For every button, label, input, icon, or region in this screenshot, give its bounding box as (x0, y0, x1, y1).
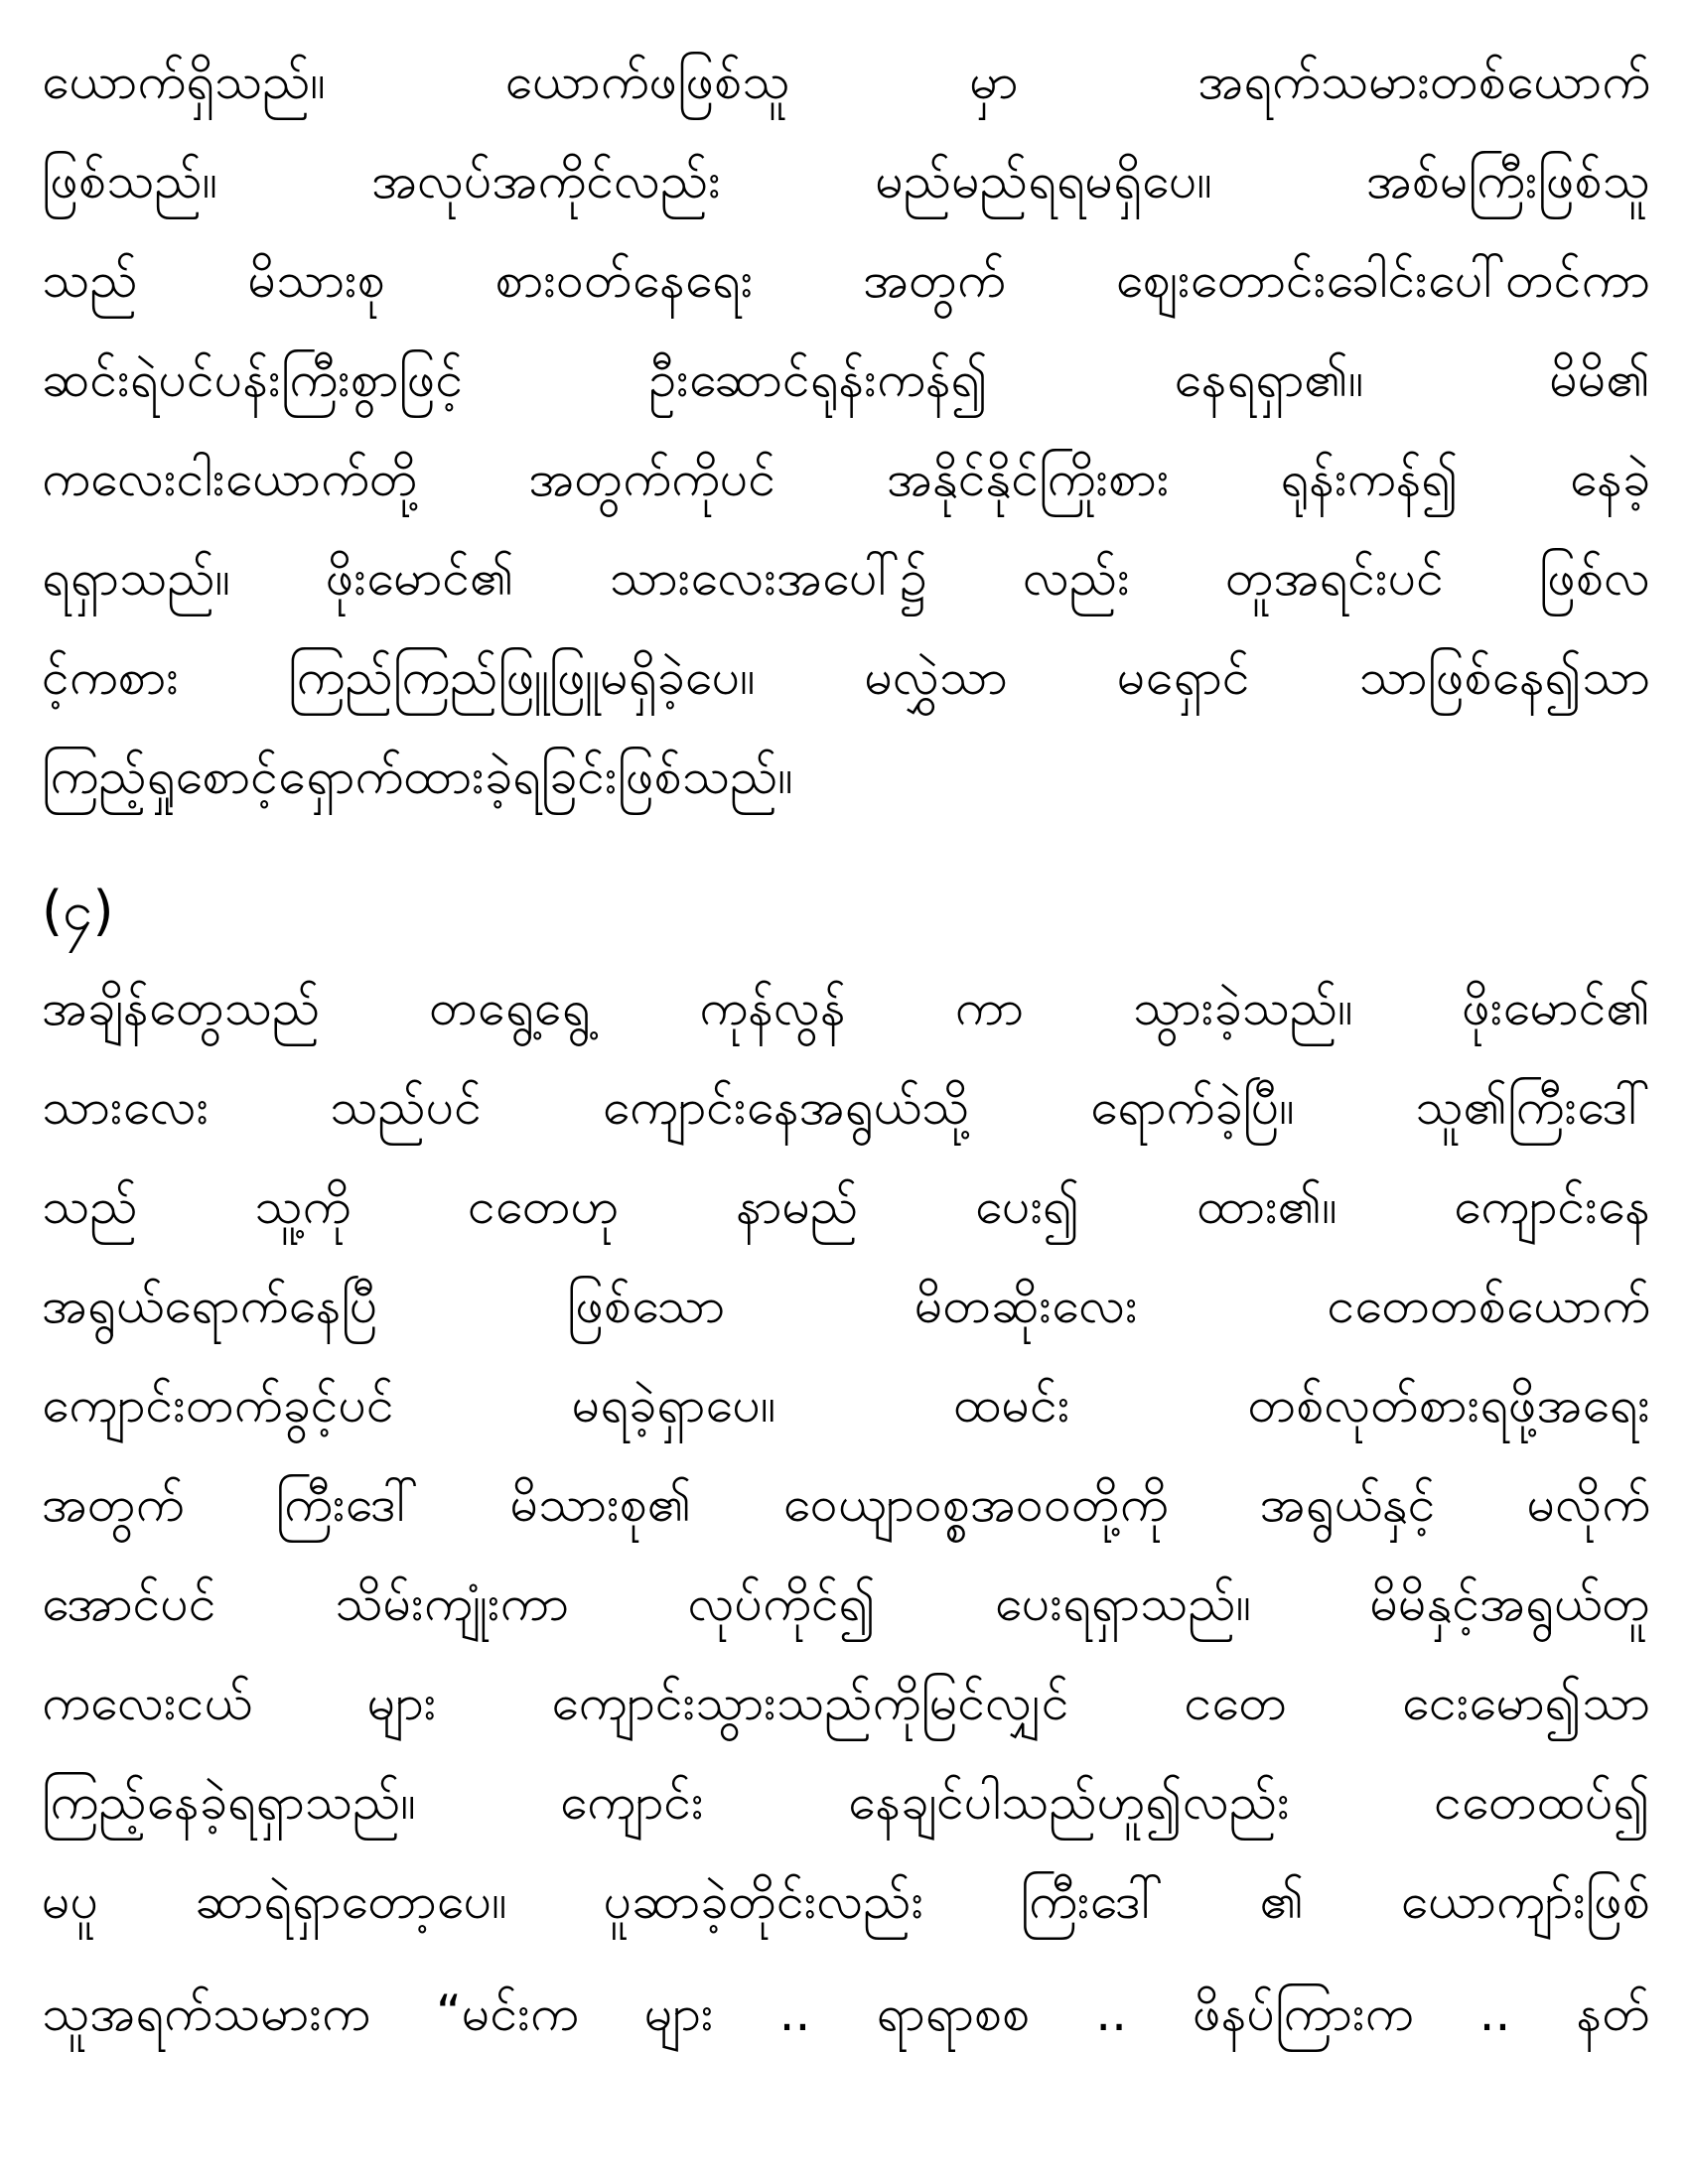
text-line: ကျောင်းတက်ခွင့်ပင် မရခဲ့ရှာပေ။ ထမင်း တစ်လုတ်စားရဖို့အရေး (42, 1376, 1650, 1433)
section-number: (၄) (42, 880, 114, 942)
text-line: သည် မိသားစု စားဝတ်နေရေး အတွက် ဈေးတောင်းခေါင်းပေါ်တင်ကာ (42, 251, 1650, 309)
text-line: အောင်ပင် သိမ်းကျုံးကာ လုပ်ကိုင်၍ ပေးရရှာသည်။ မိမိနှင့်အရွယ်တူ (42, 1574, 1650, 1632)
text-line: ယောက်ရှိသည်။ ယောက်ဖဖြစ်သူ မှာ အရက်သမားတစ်ယောက် (42, 53, 1650, 110)
text-line: င့်ကစား ကြည်ကြည်ဖြူဖြူမရှိခဲ့ပေ။ မလွှဲသာ မရှောင် သာဖြစ်နေ၍သာ (42, 648, 1650, 706)
text-line: သားလေး သည်ပင် ကျောင်းနေအရွယ်သို့ ရောက်ခဲ့ပြီ။ သူ၏ကြီးဒေါ် (42, 1078, 1650, 1136)
text-line: ဆင်းရဲပင်ပန်းကြီးစွာဖြင့် ဦးဆောင်ရုန်းကန်၍ နေရရှာ၏။ မိမိ၏ (42, 350, 1650, 408)
text-line: ကလေးငယ် များ ကျောင်းသွားသည်ကိုမြင်လျှင် ငတေ ငေးမော၍သာ (42, 1674, 1650, 1731)
text-line: ကြည့်နေခဲ့ရရှာသည်။ ကျောင်း နေချင်ပါသည်ဟူ၍လည်း ငတေထပ်၍ (42, 1773, 1650, 1831)
text-line: အရွယ်ရောက်နေပြီ ဖြစ်သော မိတဆိုးလေး ငတေတစ်ယောက် (42, 1277, 1650, 1334)
text-line: ကြည့်ရှုစောင့်ရှောက်ထားခဲ့ရခြင်းဖြစ်သည်။ (42, 748, 793, 805)
text-line: မပူ ဆာရဲရှာတော့ပေ။ ပူဆာခဲ့တိုင်းလည်း ကြီးဒေါ် ၏ ယောကျာ်းဖြစ် (42, 1872, 1650, 1930)
text-line: ဖြစ်သည်။ အလုပ်အကိုင်လည်း မည်မည်ရရမရှိပေ။ အစ်မကြီးဖြစ်သူ (42, 152, 1650, 209)
text-line: အချိန်တွေသည် တရွေ့ရွေ့ ကုန်လွန် ကာ သွားခဲ့သည်။ ဖိုးမောင်၏ (42, 979, 1650, 1036)
text-line: သည် သူ့ကို ငတေဟု နာမည် ပေး၍ ထား၏။ ကျောင်းနေ (42, 1177, 1650, 1235)
text-line: အတွက် ကြီးဒေါ် မိသားစု၏ ဝေယျာဝစ္စအဝဝတို့ကို အရွယ်နှင့် မလိုက် (42, 1475, 1650, 1533)
text-line: ရရှာသည်။ ဖိုးမောင်၏ သားလေးအပေါ်၌ လည်း တူအရင်းပင် ဖြစ်လ (42, 549, 1650, 607)
text-line: ကလေးငါးယောက်တို့ အတွက်ကိုပင် အနိုင်နိုင်ကြိုးစား ရုန်းကန်၍ နေခဲ့ (42, 450, 1650, 507)
text-line: သူအရက်သမားက “မင်းက များ .. ရာရာစစ .. ဖိနပ်ကြားက .. နတ် (42, 1984, 1650, 2042)
